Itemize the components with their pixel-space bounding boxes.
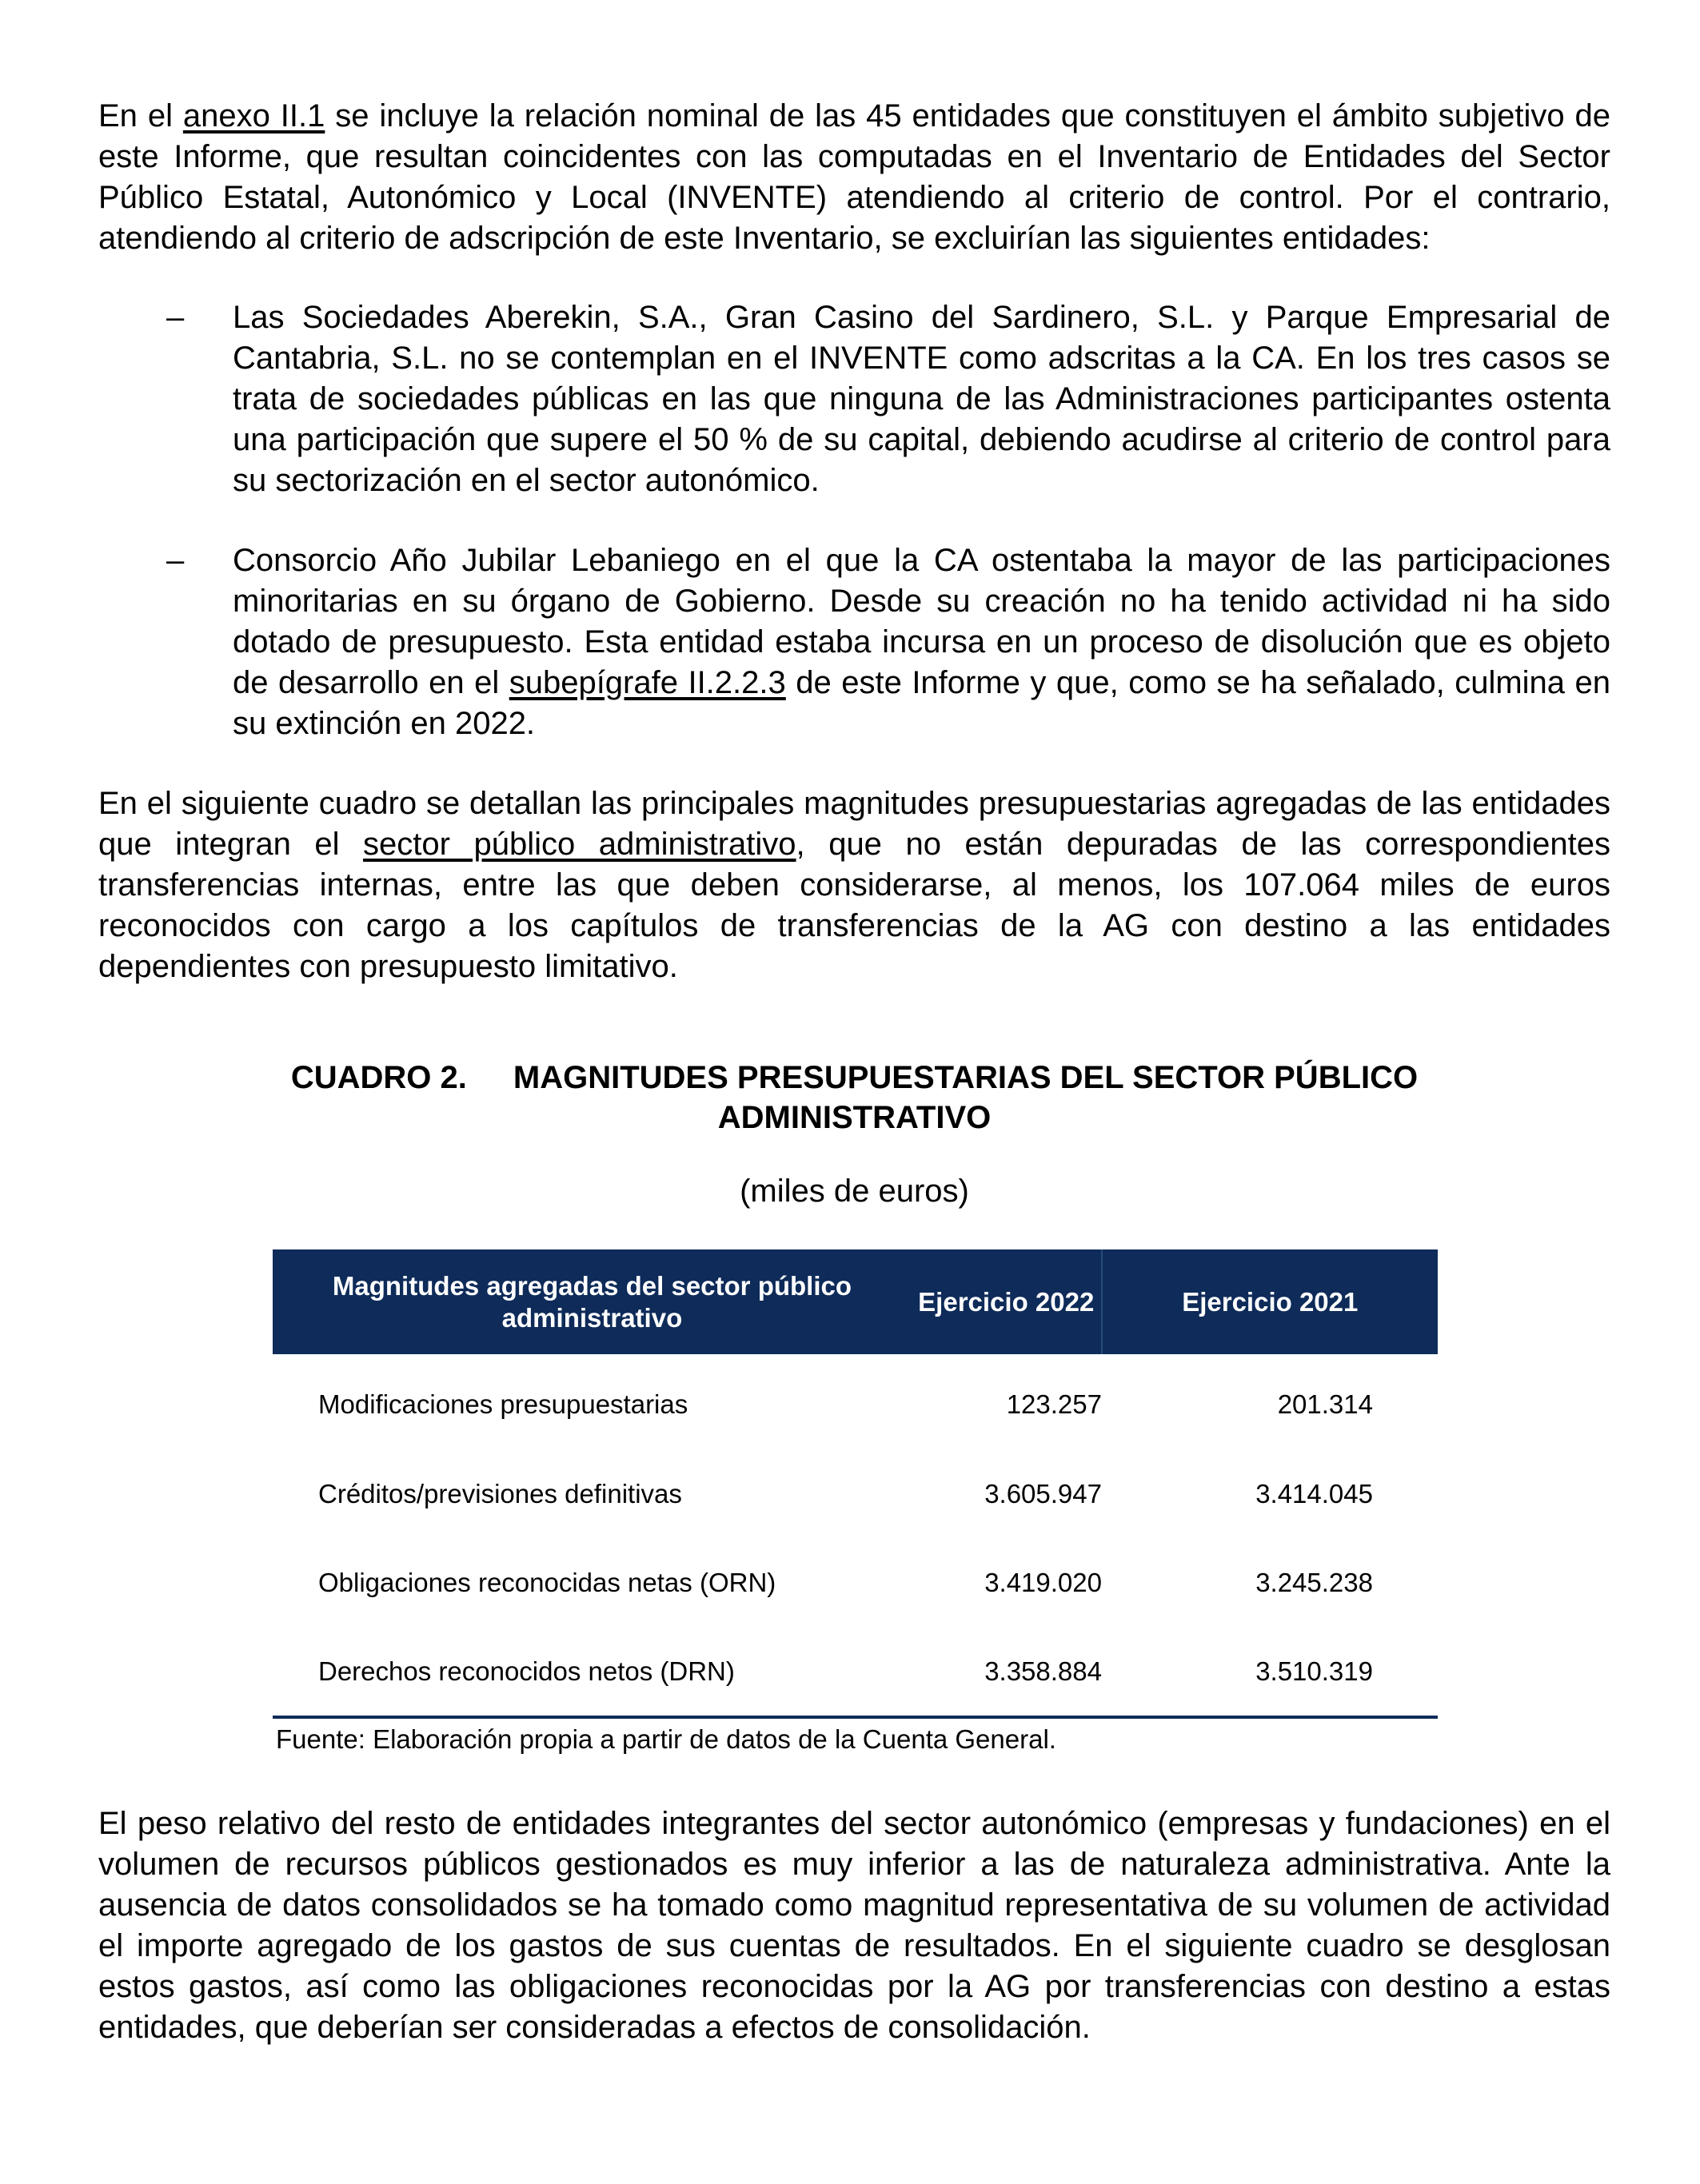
row-value-2022: 3.358.884 (984, 1656, 1102, 1686)
table-title-line2: ADMINISTRATIVO (717, 1100, 992, 1135)
list-item-text-before: Consorcio Año Jubilar Lebaniego en el que la CA ostentaba la mayor de las participaciones minoritarias en su órgano de Gobierno. Desde su creación no ha tenido actividad ni ha sido dotado de presupuesto. Esta entidad estaba incursa en un proceso de disolución que es objeto de desarrollo en el (233, 543, 1610, 700)
dash-bullet-icon: – (166, 300, 185, 335)
list-item (98, 540, 1610, 744)
header-ejercicio-2022: Ejercicio 2022 (918, 1286, 1095, 1317)
row-label: Obligaciones reconocidas netas (ORN) (318, 1567, 776, 1597)
list-item-text: Las Sociedades Aberekin, S.A., Gran Casino del Sardinero, S.L. y Parque Empresarial de Cantabria, S.L. no se contemplan en el INVENTE como adscritas a la CA. En los tres casos se trata de sociedades públicas en las que ninguna de las Administraciones participantes ostenta una participación que supere el 50 % de su capital, debiendo acudirse al criterio de control para su sectorización en el sector autonómico. (233, 300, 1610, 498)
paragraph-intro-text-after: se incluye la relación nominal de las 45 entidades que constituyen el ámbito subjetivo de este Informe, que resultan coincidentes con las computadas en el Inventario de Entidades del Sector Público Estatal, Autonómico y Local (INVENTE) atendiendo al criterio de control. Por el contrario, atendiendo al criterio de adscripción de este Inventario, se excluirían las siguientes entidades: (98, 98, 1610, 256)
link-anexo[interactable]: anexo II.1 (182, 98, 325, 134)
table-row (273, 1627, 1438, 1716)
paragraph-intro (98, 96, 1610, 259)
link-subepigrafe[interactable]: subepígrafe II.2.2.3 (509, 665, 786, 700)
paragraph-table-intro-after: , que no están depuradas de las correspondientes transferencias internas, entre las que deben considerarse, al menos, los 107.064 miles de euros reconocidos con cargo a los capítulos de transferencias de la AG con destino a las entidades dependientes con presupuesto limitativo. (98, 827, 1611, 984)
table-header (273, 1249, 1438, 1359)
row-value-2021: 201.314 (1277, 1389, 1373, 1419)
table-number: CUADRO 2. (290, 1060, 467, 1095)
table-row (273, 1538, 1438, 1627)
paragraph-intro-text-before: En el (98, 98, 183, 134)
header-ejercicio-2021: Ejercicio 2021 (1101, 1249, 1438, 1354)
paragraph-table-intro (98, 783, 1610, 987)
row-label: Modificaciones presupuestarias (318, 1389, 688, 1419)
paragraph-closing: El peso relativo del resto de entidades integrantes del sector autonómico (empresas y fundaciones) en el volumen de recursos públicos gestionados es muy inferior a las de naturaleza administrativa. Ante la ausencia de datos consolidados se ha tomado como magnitud representativa de su volumen de actividad el importe agregado de los gastos de sus cuentas de resultados. En el siguiente cuadro se desglosan estos gastos, así como las obligaciones reconocidas por la AG por transferencias con destino a estas entidades, que deberían ser consideradas a efectos de consolidación. (98, 1806, 1610, 2045)
link-sector-publico-administrativo[interactable]: sector público administrativo (363, 827, 796, 862)
table-title-line1: MAGNITUDES PRESUPUESTARIAS DEL SECTOR PÚBLICO (513, 1060, 1419, 1095)
list-item-text-after: de este Informe y que, como se ha señalado, culmina en su extinción en 2022. (233, 665, 1610, 741)
table-row (273, 1359, 1438, 1449)
document-page (98, 96, 1610, 2048)
list-item-text (233, 540, 1610, 744)
row-value-2021: 3.510.319 (1255, 1656, 1373, 1686)
table-title (98, 1058, 1610, 1138)
list-item (98, 297, 1610, 501)
row-label: Créditos/previsiones definitivas (318, 1478, 682, 1508)
row-value-2022: 123.257 (1006, 1389, 1102, 1419)
table-source: Fuente: Elaboración propia a partir de datos de la Cuenta General. (276, 1724, 1056, 1754)
excluded-entities-list (98, 297, 1610, 744)
table-unit: (miles de euros) (740, 1174, 969, 1209)
table-body (273, 1359, 1438, 1719)
row-value-2022: 3.605.947 (984, 1478, 1102, 1508)
table-row (273, 1449, 1438, 1538)
row-value-2021: 3.245.238 (1255, 1567, 1373, 1597)
row-value-2021: 3.414.045 (1255, 1478, 1373, 1508)
budget-magnitudes-table (273, 1249, 1438, 1719)
paragraph-table-intro-before: En el siguiente cuadro se detallan las principales magnitudes presupuestarias agregadas de las entidades que integran el (98, 786, 1610, 862)
header-magnitudes: Magnitudes agregadas del sector público administrativo (332, 1270, 852, 1333)
row-value-2022: 3.419.020 (984, 1567, 1102, 1597)
row-label: Derechos reconocidos netos (DRN) (318, 1656, 735, 1686)
dash-bullet-icon: – (166, 543, 185, 578)
